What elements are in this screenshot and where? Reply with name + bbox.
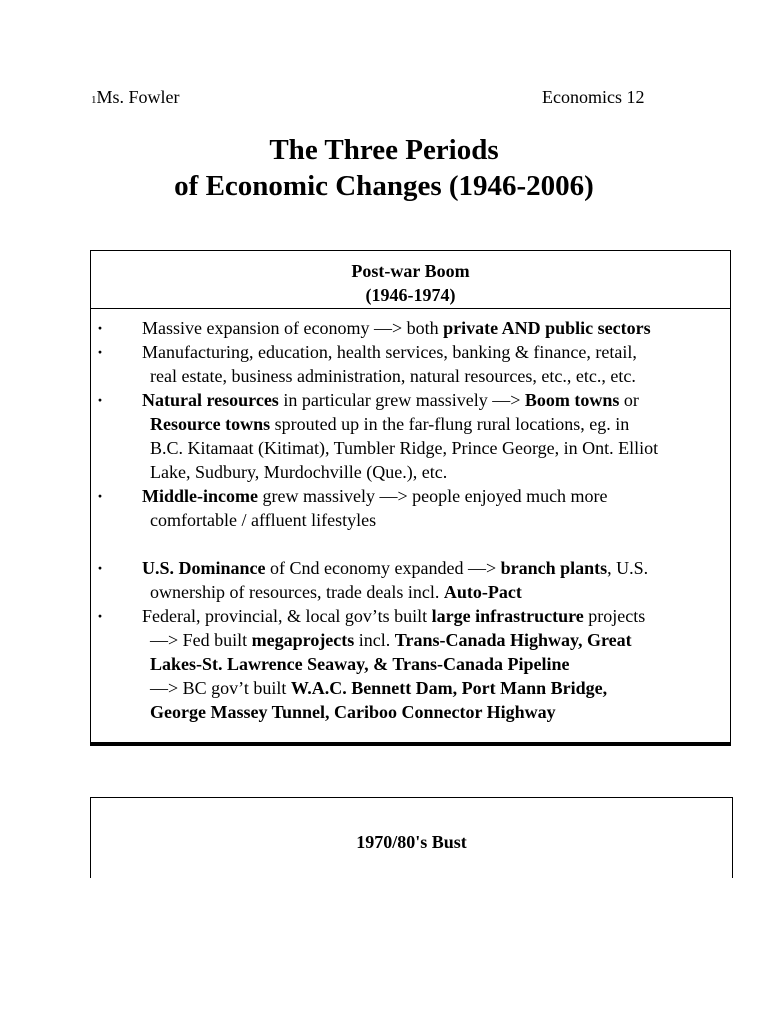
item-text: Massive expansion of economy —> both xyxy=(142,318,444,338)
item-text: comfortable / affluent lifestyles xyxy=(150,510,377,530)
title-line-1: The Three Periods xyxy=(269,134,499,166)
item-text: Lake, Sudbury, Murdochville (Que.), etc. xyxy=(150,462,448,482)
bullet-dot: · xyxy=(97,342,104,362)
spacer xyxy=(91,532,730,556)
bullet-dot: · xyxy=(97,390,104,410)
item-bold: Natural resources xyxy=(142,390,279,410)
item-text: —> BC gov’t built xyxy=(150,678,291,698)
item-bold: Resource towns xyxy=(150,414,271,434)
item-text: Manufacturing, education, health services, banking & finance, retail, xyxy=(142,342,637,362)
item-text: , U.S. xyxy=(607,558,649,578)
item-bold: branch plants xyxy=(500,558,608,578)
item-bold: Boom towns xyxy=(524,390,620,410)
item-bold: Middle-income xyxy=(142,486,258,506)
item-text: or xyxy=(619,390,639,410)
item-text: Federal, provincial, & local gov’ts built xyxy=(142,606,432,626)
course-name: Economics 12 xyxy=(542,87,645,107)
item-bold: W.A.C. Bennett Dam, Port Mann Bridge, xyxy=(290,678,608,698)
page-number: 1 xyxy=(91,94,97,106)
bullet-dot: · xyxy=(97,606,104,626)
item-text: —> Fed built xyxy=(150,630,252,650)
item-text: sprouted up in the far-flung rural locations, eg. in xyxy=(270,414,630,434)
list-item xyxy=(91,340,730,388)
teacher-name xyxy=(91,86,180,111)
item-bold: private AND public sectors xyxy=(443,318,651,338)
item-line xyxy=(142,652,730,676)
item-bold: George Massey Tunnel, Cariboo Connector Highway xyxy=(150,702,556,722)
list-item xyxy=(91,484,730,532)
item-text: in particular grew massively —> xyxy=(278,390,525,410)
item-bold: Auto-Pact xyxy=(443,582,522,602)
list-item xyxy=(91,316,730,340)
item-bold: U.S. Dominance xyxy=(142,558,266,578)
item-text: ownership of resources, trade deals incl. xyxy=(150,582,444,602)
item-text: B.C. Kitamaat (Kitimat), Tumbler Ridge, Prince George, in Ont. Elliot xyxy=(150,438,659,458)
item-line xyxy=(142,676,730,700)
item-line xyxy=(142,412,730,436)
list-item xyxy=(91,388,730,484)
item-text: of Cnd economy expanded —> xyxy=(265,558,501,578)
list-item xyxy=(91,556,730,604)
postwar-boom-years: (1946-1974) xyxy=(365,285,456,305)
list-item xyxy=(91,604,730,724)
postwar-boom-header xyxy=(91,251,730,309)
item-bold: Trans-Canada Highway, Great xyxy=(394,630,632,650)
document-title xyxy=(0,132,768,204)
item-bold: large infrastructure xyxy=(431,606,584,626)
item-line xyxy=(142,700,730,724)
teacher-label: Ms. Fowler xyxy=(96,87,180,107)
postwar-boom-heading: Post-war Boom xyxy=(351,261,470,281)
bust-heading: 1970/80's Bust xyxy=(356,832,467,852)
postwar-boom-table xyxy=(90,250,731,746)
title-line-2: of Economic Changes (1946-2006) xyxy=(174,170,594,202)
item-line xyxy=(142,580,730,604)
item-text: projects xyxy=(583,606,646,626)
item-bold: Lakes-St. Lawrence Seaway, & Trans-Canada Pipeline xyxy=(150,654,570,674)
bullet-dot: · xyxy=(97,318,104,338)
postwar-boom-list xyxy=(91,309,730,724)
bullet-dot: · xyxy=(97,486,104,506)
item-bold: megaprojects xyxy=(251,630,355,650)
item-line xyxy=(142,628,730,652)
item-text: grew massively —> people enjoyed much more xyxy=(257,486,608,506)
item-text: real estate, business administration, natural resources, etc., etc., etc. xyxy=(150,366,636,386)
bust-table xyxy=(90,797,733,878)
bullet-dot: · xyxy=(97,558,104,578)
item-text: incl. xyxy=(354,630,395,650)
